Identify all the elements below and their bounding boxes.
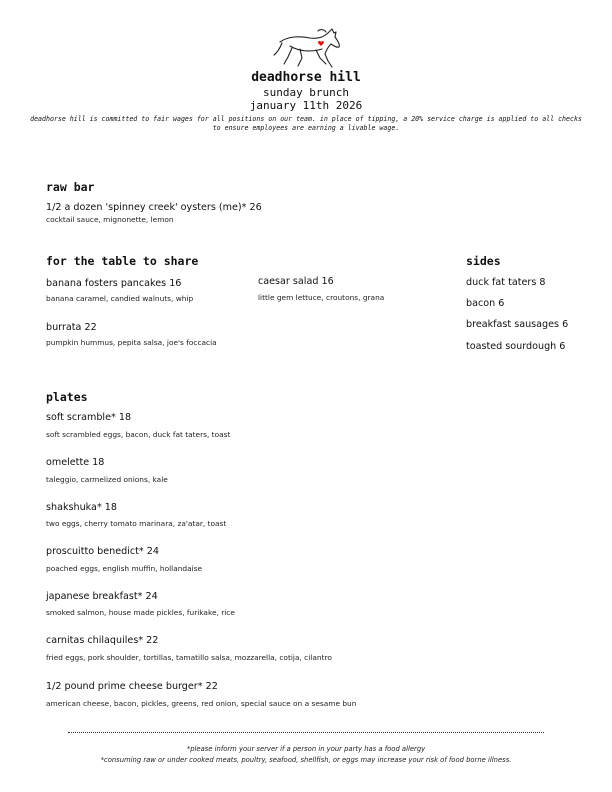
menu-item-name: soft scramble* 18 — [46, 412, 132, 423]
menu-item-desc: smoked salmon, house made pickles, furikake, rice — [46, 608, 235, 617]
menu-item-desc: cocktail sauce, mignonette, lemon — [46, 215, 174, 224]
heart-icon — [318, 41, 324, 46]
footer-divider — [68, 732, 544, 733]
menu-item-name: 1/2 pound prime cheese burger* 22 — [46, 681, 218, 692]
menu-item-name: 1/2 a dozen 'spinney creek' oysters (me)* 26 — [46, 202, 262, 213]
menu-item-name: proscuitto benedict* 24 — [46, 546, 159, 557]
horse-logo-icon — [270, 24, 350, 70]
menu-item-name: burrata 22 — [46, 322, 97, 333]
menu-item-desc: american cheese, bacon, pickles, greens, red onion, special sauce on a sesame bun — [46, 699, 357, 708]
menu-item-desc: little gem lettuce, croutons, grana — [258, 293, 385, 302]
side-item: bacon 6 — [466, 298, 505, 309]
section-title-plates: plates — [46, 390, 88, 404]
section-title-raw-bar: raw bar — [46, 180, 95, 194]
menu-item-desc: pumpkin hummus, pepita salsa, joe's foccacia — [46, 338, 217, 347]
side-item: toasted sourdough 6 — [466, 341, 566, 352]
side-item: breakfast sausages 6 — [466, 319, 569, 330]
menu-subtitle: sunday brunch — [262, 86, 350, 99]
allergy-note: *please inform your server if a person in your party has a food allergy — [186, 745, 426, 753]
menu-item-name: shakshuka* 18 — [46, 502, 117, 513]
menu-item-name: caesar salad 16 — [258, 276, 334, 287]
menu-item-name: banana fosters pancakes 16 — [46, 278, 182, 289]
menu-item-name: omelette 18 — [46, 457, 105, 468]
section-title-table-share: for the table to share — [46, 254, 199, 268]
menu-date: january 11th 2026 — [249, 99, 363, 112]
section-title-sides: sides — [466, 254, 501, 268]
menu-item-name: japanese breakfast* 24 — [46, 591, 158, 602]
side-item: duck fat taters 8 — [466, 277, 546, 288]
menu-item-desc: fried eggs, pork shoulder, tortillas, tamatillo salsa, mozzarella, cotija, cilantro — [46, 653, 332, 662]
wage-note: deadhorse hill is committed to fair wages for all positions on our team. in place of tipping, a 20% service charge is applied to all checks to ensure employees are earning a livable wage. — [30, 115, 582, 132]
menu-item-desc: poached eggs, english muffin, hollandaise — [46, 564, 203, 573]
menu-item-desc: two eggs, cherry tomato marinara, za'atar, toast — [46, 519, 227, 528]
raw-food-warning: *consuming raw or under cooked meats, poultry, seafood, shellfish, or eggs may increase your risk of food borne illness. — [100, 756, 512, 764]
menu-item-desc: banana caramel, candied walnuts, whip — [46, 294, 194, 303]
menu-item-desc: taleggio, carmelized onions, kale — [46, 475, 168, 484]
menu-item-desc: soft scrambled eggs, bacon, duck fat taters, toast — [46, 430, 231, 439]
menu-item-name: carnitas chilaquiles* 22 — [46, 635, 159, 646]
restaurant-name: deadhorse hill — [251, 70, 361, 85]
